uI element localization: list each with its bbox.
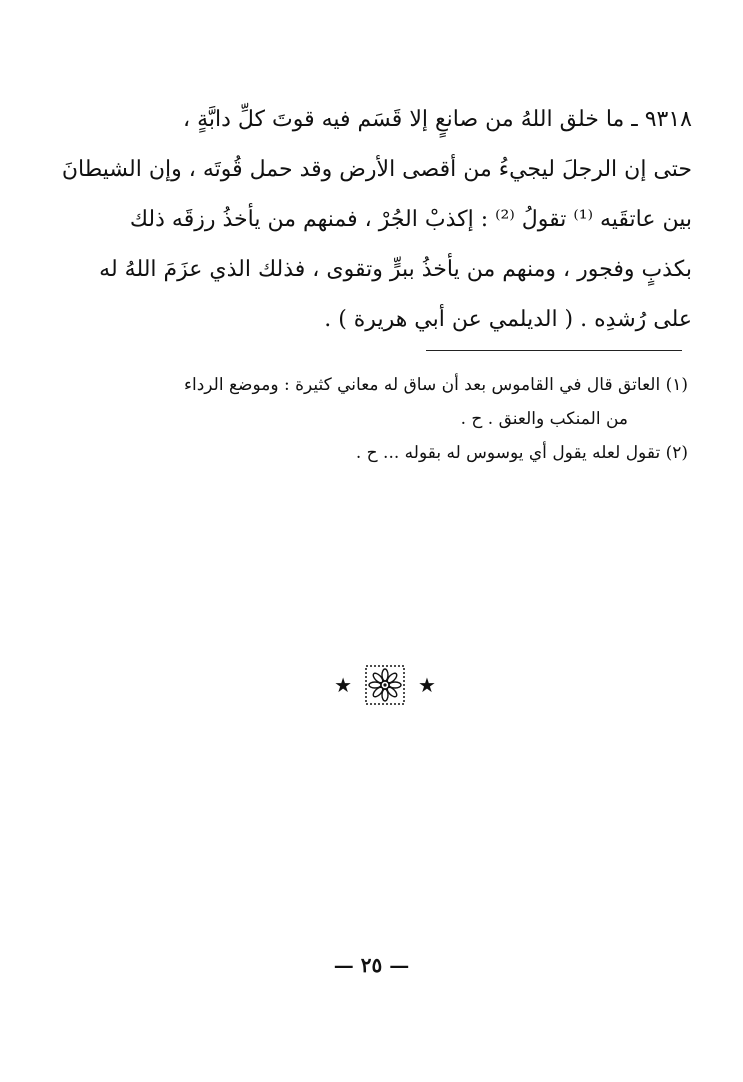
hadith-text — [61, 95, 692, 345]
footnote-line: من المنكب والعنق . ح . — [460, 409, 628, 429]
page-number: — ٢٥ — — [333, 953, 410, 977]
section-ornament — [330, 660, 440, 710]
hadith-line: بين عاتقَيه ⁽¹⁾ تقولُ ⁽²⁾ : إكذبْ الجُرْ ، فمنهم من يأخذُ رزقَه ذلك — [129, 207, 692, 232]
hadith-line: حتى إن الرجلَ ليجيءُ من أقصى الأرض وقد حمل قُوتَه ، وإن الشيطانَ — [61, 157, 692, 182]
rosette-icon — [364, 664, 406, 706]
hadith-line: على رُشدِه . ( الديلمي عن أبي هريرة ) . — [324, 307, 692, 332]
star-icon: ★ — [334, 673, 352, 697]
hadith-line: بكذبٍ وفجور ، ومنهم من يأخذُ ببرٍّ وتقوى ، فذلك الذي عزَمَ اللهُ له — [99, 257, 692, 282]
footnote-line: (٢) تقول لعله يقول أي يوسوس له بقوله ... ح . — [355, 443, 688, 463]
hadith-line: ٩٣١٨ ـ ما خلق اللهُ من صانعٍ إلا قَسَم فيه قوتَ كلِّ دابَّةٍ ، — [182, 107, 692, 132]
footnote-divider — [426, 350, 682, 351]
star-icon: ★ — [418, 673, 436, 697]
footnotes — [100, 368, 688, 470]
footnote-line: (١) العاتق قال في القاموس بعد أن ساق له معاني كثيرة : وموضع الرداء — [183, 375, 688, 395]
